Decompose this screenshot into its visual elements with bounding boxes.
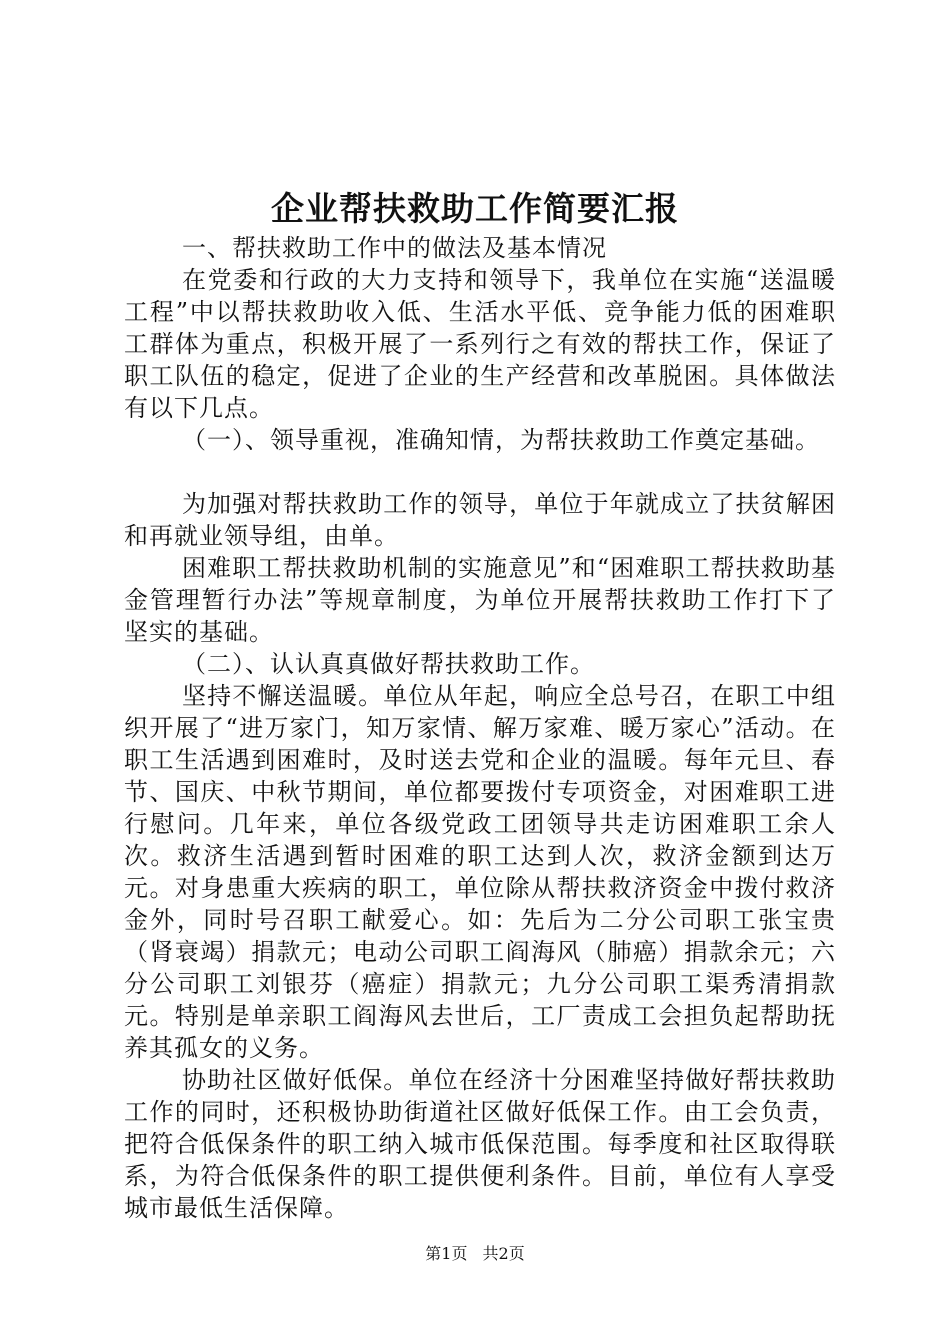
body-paragraph: 协助社区做好低保。单位在经济十分困难坚持做好帮扶救助工作的同时，还积极协助街道社区做好低保工作。由工会负责，把符合低保条件的职工纳入城市低保范围。每季度和社区取得联系，为符合低保条件的职工提供便利条件。目前，单位有人享受城市最低生活保障。 [124,1066,836,1222]
subsection-heading: （二）、认认真真做好帮扶救助工作。 [182,650,595,678]
document-body [124,232,836,1224]
body-paragraph: 困难职工帮扶救助机制的实施意见”和“困难职工帮扶救助基金管理暂行办法”等规章制度，为单位开展帮扶救助工作打下了坚实的基础。 [124,554,836,646]
document-title: 企业帮扶救助工作简要汇报 [271,189,679,228]
body-paragraph: 为加强对帮扶救助工作的领导，单位于年就成立了扶贫解困和再就业领导组，由单。 [124,490,836,550]
page-number: 第1页 [425,1244,468,1263]
body-paragraph: 在党委和行政的大力支持和领导下，我单位在实施“送温暖工程”中以帮扶救助收入低、生活水平低、竞争能力低的困难职工群体为重点，积极开展了一系列行之有效的帮扶工作，保证了职工队伍的稳定，促进了企业的生产经营和改革脱困。具体做法有以下几点。 [124,266,836,422]
body-paragraph: 坚持不懈送温暖。单位从年起，响应全总号召，在职工中组织开展了“进万家门，知万家情、解万家难、暖万家心”活动。在职工生活遇到困难时，及时送去党和企业的温暖。每年元旦、春节、国庆、中秋节期间，单位都要拨付专项资金，对困难职工进行慰问。几年来，单位各级党政工团领导共走访困难职工余人次。救济生活遇到暂时困难的职工达到人次，救济金额到达万元。对身患重大疾病的职工，单位除从帮扶救济资金中拨付救济金外，同时号召职工献爱心。如：先后为二分公司职工张宝贵（肾衰竭）捐款元；电动公司职工阎海风（肺癌）捐款余元；六分公司职工刘银芬（癌症）捐款元；九分公司职工渠秀清捐款元。特别是单亲职工阎海风去世后，工厂责成工会担负起帮助抚养其孤女的义务。 [124,682,836,1062]
subsection-heading: （一）、领导重视，准确知情，为帮扶救助工作奠定基础。 [182,426,820,454]
page-total: 共2页 [482,1244,525,1263]
page-footer [0,1242,950,1266]
section-heading: 一、帮扶救助工作中的做法及基本情况 [182,234,607,262]
